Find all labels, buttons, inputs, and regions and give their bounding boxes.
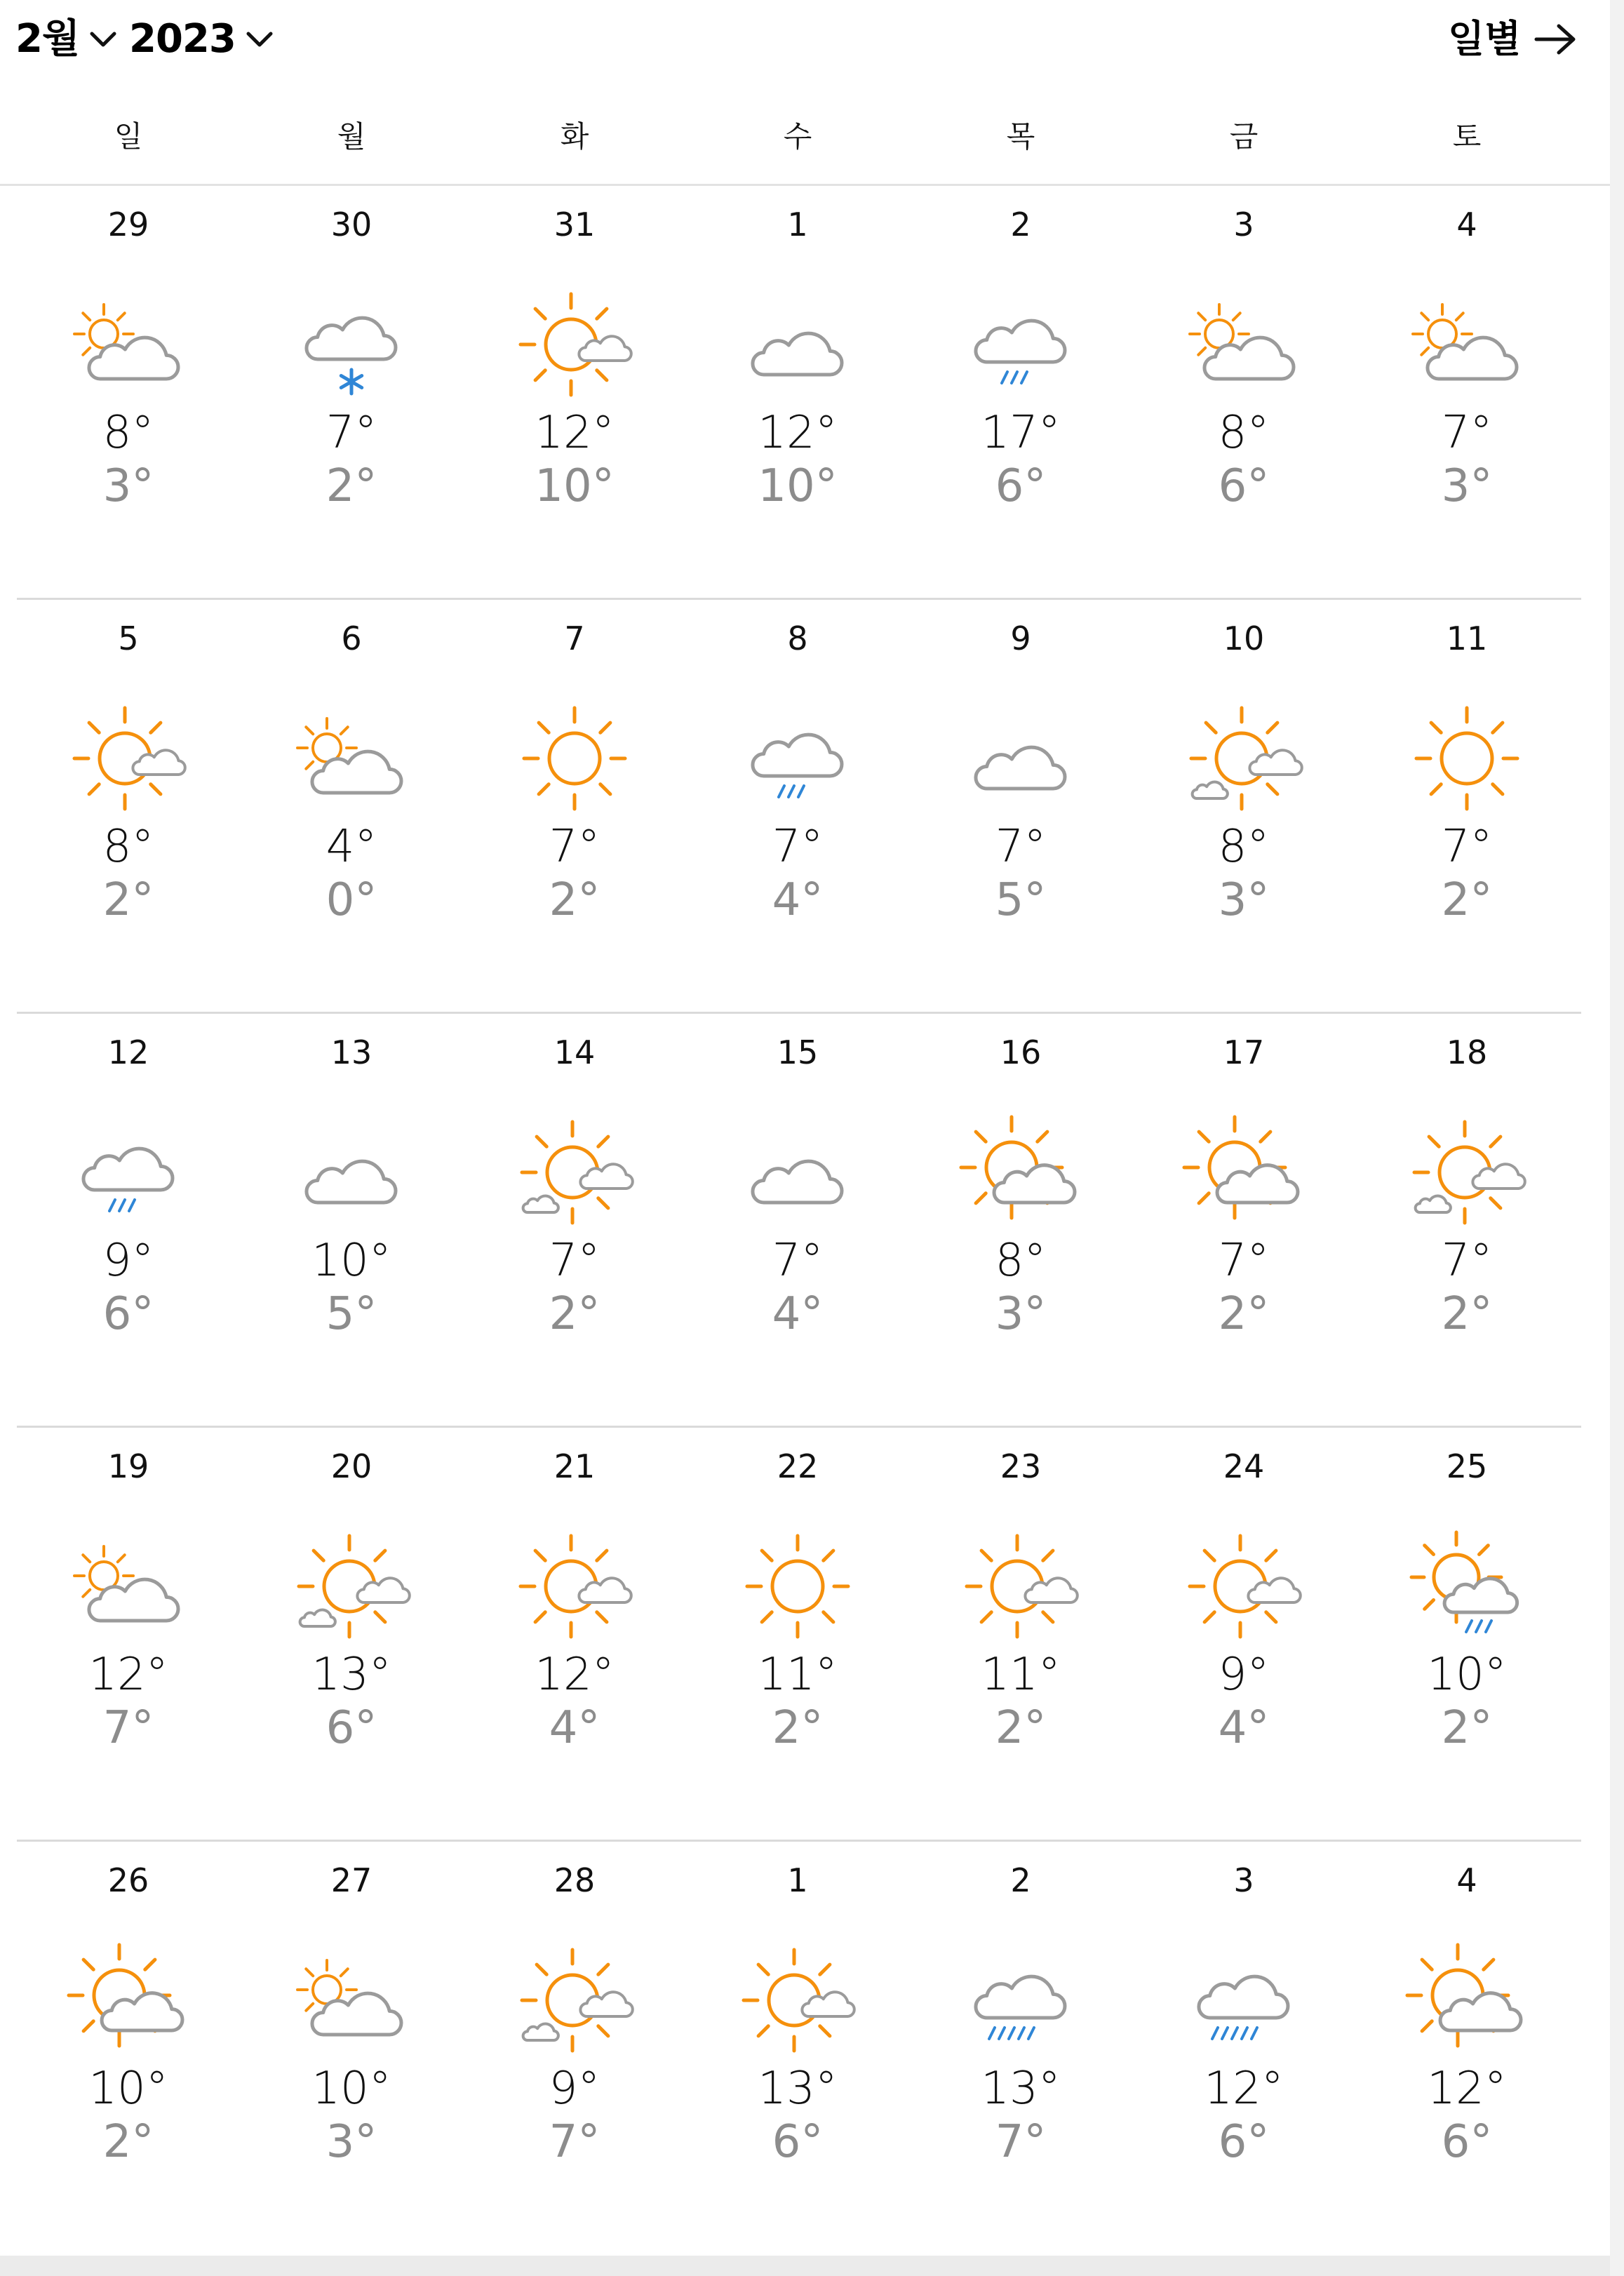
cloudy-icon xyxy=(745,1120,850,1225)
high-temperature: 8° xyxy=(102,821,154,873)
month-label: 2월 xyxy=(15,16,80,62)
day-number: 29 xyxy=(107,206,149,243)
daily-view-label: 일별 xyxy=(1448,17,1522,61)
day-cell[interactable] xyxy=(463,189,686,582)
day-number: 10 xyxy=(1223,620,1265,657)
snow-icon xyxy=(299,292,404,397)
low-temperature: 10° xyxy=(758,460,838,512)
day-cell[interactable] xyxy=(463,603,686,996)
high-temperature: 9° xyxy=(549,2063,600,2115)
day-cell[interactable] xyxy=(240,1431,463,1824)
week-divider xyxy=(17,1012,1581,1014)
high-temperature: 10° xyxy=(88,2063,168,2115)
weekday-label: 토 xyxy=(1452,119,1482,154)
day-cell[interactable] xyxy=(686,1845,909,2238)
sun-cloud-rain-icon xyxy=(1414,1534,1519,1639)
high-temperature: 10° xyxy=(311,2063,391,2115)
high-temperature: 9° xyxy=(102,1235,154,1287)
high-temperature: 8° xyxy=(1218,821,1270,873)
day-number: 1 xyxy=(787,1861,808,1899)
day-number: 22 xyxy=(777,1447,819,1485)
day-cell[interactable] xyxy=(17,603,240,996)
day-number: 18 xyxy=(1446,1033,1488,1071)
low-temperature: 2° xyxy=(549,874,600,926)
rain-icon xyxy=(968,292,1073,397)
day-cell[interactable] xyxy=(686,1431,909,1824)
day-number: 16 xyxy=(1000,1033,1042,1071)
day-cell[interactable] xyxy=(1355,1017,1578,1410)
low-temperature: 3° xyxy=(1441,460,1493,512)
day-number: 4 xyxy=(1456,206,1477,243)
low-temperature: 5° xyxy=(326,1288,377,1340)
sunny-with-clouds-icon xyxy=(299,1534,404,1639)
day-cell[interactable] xyxy=(240,1845,463,2238)
low-temperature: 2° xyxy=(1441,1702,1493,1754)
low-temperature: 0° xyxy=(326,874,377,926)
low-temperature: 10° xyxy=(535,460,615,512)
day-number: 26 xyxy=(107,1861,149,1899)
low-temperature: 4° xyxy=(772,1288,824,1340)
day-cell[interactable] xyxy=(909,189,1132,582)
high-temperature: 8° xyxy=(1218,407,1270,459)
day-number: 24 xyxy=(1223,1447,1265,1485)
day-number: 31 xyxy=(553,206,596,243)
sunny-icon xyxy=(522,706,627,811)
arrow-right-icon xyxy=(1534,23,1577,55)
partly-cloudy-icon xyxy=(1414,292,1519,397)
low-temperature: 2° xyxy=(995,1702,1047,1754)
day-number: 28 xyxy=(553,1861,596,1899)
high-temperature: 9° xyxy=(1218,1649,1270,1701)
day-number: 7 xyxy=(564,620,585,657)
low-temperature: 4° xyxy=(1218,1702,1270,1754)
high-temperature: 12° xyxy=(535,407,615,459)
bottom-strip xyxy=(0,2256,1610,2276)
high-temperature: 4° xyxy=(326,821,377,873)
day-cell[interactable] xyxy=(463,1017,686,1410)
day-cell[interactable] xyxy=(240,189,463,582)
high-temperature: 12° xyxy=(1427,2063,1507,2115)
day-number: 17 xyxy=(1223,1033,1265,1071)
day-cell[interactable] xyxy=(463,1431,686,1824)
sun-behind-cloud-icon xyxy=(968,1120,1073,1225)
weekday-label: 월 xyxy=(337,119,366,154)
day-cell[interactable] xyxy=(17,1845,240,2238)
cloudy-icon xyxy=(299,1120,404,1225)
sunny-with-clouds-icon xyxy=(1414,1120,1519,1225)
low-temperature: 3° xyxy=(326,2116,377,2168)
high-temperature: 13° xyxy=(758,2063,838,2115)
high-temperature: 10° xyxy=(311,1235,391,1287)
weekday-label: 일 xyxy=(114,119,143,154)
partly-cloudy-icon xyxy=(299,1948,404,2053)
day-cell[interactable] xyxy=(1132,603,1355,996)
weekday-label: 금 xyxy=(1229,119,1259,154)
day-number: 2 xyxy=(1010,206,1031,243)
high-temperature: 7° xyxy=(772,1235,824,1287)
low-temperature: 6° xyxy=(1218,2116,1270,2168)
sunny-icon xyxy=(745,1534,850,1639)
week-divider xyxy=(17,598,1581,600)
partly-cloudy-icon xyxy=(76,292,181,397)
sun-behind-cloud-icon xyxy=(76,1948,181,2053)
low-temperature: 2° xyxy=(1441,874,1493,926)
day-cell[interactable] xyxy=(1355,189,1578,582)
day-number: 1 xyxy=(787,206,808,243)
day-cell[interactable] xyxy=(1355,603,1578,996)
day-cell[interactable] xyxy=(240,603,463,996)
day-cell[interactable] xyxy=(1355,1845,1578,2238)
day-cell[interactable] xyxy=(909,1017,1132,1410)
day-number: 25 xyxy=(1446,1447,1488,1485)
mostly-sunny-icon xyxy=(1191,1534,1296,1639)
sun-behind-cloud-icon xyxy=(1414,1948,1519,2053)
high-temperature: 7° xyxy=(1441,821,1493,873)
low-temperature: 3° xyxy=(1218,874,1270,926)
low-temperature: 6° xyxy=(995,460,1047,512)
day-cell[interactable] xyxy=(1132,189,1355,582)
day-cell[interactable] xyxy=(686,603,909,996)
low-temperature: 2° xyxy=(772,1702,824,1754)
high-temperature: 7° xyxy=(549,1235,600,1287)
scrollbar[interactable] xyxy=(1610,0,1624,2276)
high-temperature: 11° xyxy=(758,1649,838,1701)
heavy-rain-icon xyxy=(1191,1948,1296,2053)
chevron-down-icon xyxy=(244,29,275,50)
heavy-rain-icon xyxy=(968,1948,1073,2053)
chevron-down-icon xyxy=(88,29,119,50)
low-temperature: 2° xyxy=(102,2116,154,2168)
mostly-sunny-icon xyxy=(745,1948,850,2053)
high-temperature: 11° xyxy=(981,1649,1061,1701)
high-temperature: 13° xyxy=(981,2063,1061,2115)
low-temperature: 2° xyxy=(102,874,154,926)
day-number: 9 xyxy=(1010,620,1031,657)
day-number: 27 xyxy=(330,1861,373,1899)
high-temperature: 7° xyxy=(995,821,1047,873)
day-number: 13 xyxy=(330,1033,373,1071)
mostly-sunny-icon xyxy=(522,1534,627,1639)
day-cell[interactable] xyxy=(17,1431,240,1824)
sunny-icon xyxy=(1414,706,1519,811)
rain-icon xyxy=(76,1120,181,1225)
day-number: 11 xyxy=(1446,620,1488,657)
day-cell[interactable] xyxy=(1132,1845,1355,2238)
high-temperature: 8° xyxy=(102,407,154,459)
day-cell[interactable] xyxy=(686,1017,909,1410)
week-divider xyxy=(17,1426,1581,1428)
top-bar xyxy=(0,0,1624,77)
low-temperature: 6° xyxy=(1441,2116,1493,2168)
weekday-label: 수 xyxy=(783,119,812,154)
month-dropdown[interactable] xyxy=(15,13,119,66)
weekday-label: 화 xyxy=(560,119,589,154)
high-temperature: 10° xyxy=(1427,1649,1507,1701)
year-dropdown[interactable] xyxy=(129,13,275,66)
high-temperature: 12° xyxy=(758,407,838,459)
day-number: 8 xyxy=(787,620,808,657)
mostly-sunny-icon xyxy=(522,292,627,397)
rain-icon xyxy=(745,706,850,811)
high-temperature: 8° xyxy=(995,1235,1047,1287)
weekday-header xyxy=(0,105,1592,168)
low-temperature: 4° xyxy=(772,874,824,926)
low-temperature: 5° xyxy=(995,874,1047,926)
high-temperature: 13° xyxy=(311,1649,391,1701)
low-temperature: 6° xyxy=(326,1702,377,1754)
cloudy-icon xyxy=(968,706,1073,811)
day-number: 3 xyxy=(1233,1861,1254,1899)
day-number: 21 xyxy=(553,1447,596,1485)
day-cell[interactable] xyxy=(17,189,240,582)
day-cell[interactable] xyxy=(909,1431,1132,1824)
day-number: 12 xyxy=(107,1033,149,1071)
partly-cloudy-icon xyxy=(1191,292,1296,397)
day-number: 15 xyxy=(777,1033,819,1071)
low-temperature: 2° xyxy=(1218,1288,1270,1340)
day-cell[interactable] xyxy=(17,1017,240,1410)
low-temperature: 3° xyxy=(995,1288,1047,1340)
low-temperature: 7° xyxy=(102,1702,154,1754)
low-temperature: 2° xyxy=(1441,1288,1493,1340)
sunny-with-clouds-icon xyxy=(1191,706,1296,811)
low-temperature: 6° xyxy=(102,1288,154,1340)
partly-cloudy-icon xyxy=(299,706,404,811)
day-cell[interactable] xyxy=(1132,1017,1355,1410)
day-number: 19 xyxy=(107,1447,149,1485)
day-number: 2 xyxy=(1010,1861,1031,1899)
sunny-with-clouds-icon xyxy=(522,1948,627,2053)
day-number: 5 xyxy=(118,620,139,657)
sunny-with-clouds-icon xyxy=(522,1120,627,1225)
high-temperature: 17° xyxy=(981,407,1061,459)
day-cell[interactable] xyxy=(463,1845,686,2238)
week-divider xyxy=(17,1840,1581,1842)
low-temperature: 6° xyxy=(772,2116,824,2168)
high-temperature: 7° xyxy=(1441,407,1493,459)
header-divider xyxy=(0,184,1610,186)
high-temperature: 7° xyxy=(772,821,824,873)
weekday-label: 목 xyxy=(1006,119,1035,154)
partly-cloudy-icon xyxy=(76,1534,181,1639)
sun-behind-cloud-icon xyxy=(1191,1120,1296,1225)
day-number: 23 xyxy=(1000,1447,1042,1485)
mostly-sunny-icon xyxy=(76,706,181,811)
day-number: 4 xyxy=(1456,1861,1477,1899)
high-temperature: 12° xyxy=(1204,2063,1284,2115)
low-temperature: 4° xyxy=(549,1702,600,1754)
low-temperature: 6° xyxy=(1218,460,1270,512)
day-number: 6 xyxy=(341,620,362,657)
day-number: 30 xyxy=(330,206,373,243)
high-temperature: 7° xyxy=(1218,1235,1270,1287)
high-temperature: 7° xyxy=(326,407,377,459)
day-cell[interactable] xyxy=(909,1845,1132,2238)
low-temperature: 3° xyxy=(102,460,154,512)
cloudy-icon xyxy=(745,292,850,397)
day-cell[interactable] xyxy=(240,1017,463,1410)
day-cell[interactable] xyxy=(686,189,909,582)
low-temperature: 7° xyxy=(995,2116,1047,2168)
high-temperature: 12° xyxy=(535,1649,615,1701)
low-temperature: 7° xyxy=(549,2116,600,2168)
high-temperature: 7° xyxy=(549,821,600,873)
low-temperature: 2° xyxy=(326,460,377,512)
mostly-sunny-icon xyxy=(968,1534,1073,1639)
low-temperature: 2° xyxy=(549,1288,600,1340)
day-cell[interactable] xyxy=(1355,1431,1578,1824)
day-cell[interactable] xyxy=(909,603,1132,996)
day-cell[interactable] xyxy=(1132,1431,1355,1824)
high-temperature: 7° xyxy=(1441,1235,1493,1287)
daily-view-link[interactable] xyxy=(1448,13,1577,66)
day-number: 20 xyxy=(330,1447,373,1485)
day-number: 3 xyxy=(1233,206,1254,243)
year-label: 2023 xyxy=(129,16,236,62)
high-temperature: 12° xyxy=(88,1649,168,1701)
day-number: 14 xyxy=(553,1033,596,1071)
